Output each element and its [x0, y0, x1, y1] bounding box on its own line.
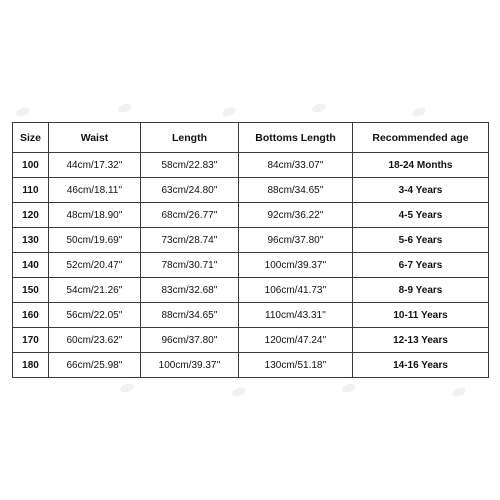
size-chart-table: [12, 122, 489, 378]
cell-recommended-age: 5-6 Years: [353, 228, 489, 253]
cell-length: 83cm/32.68'': [141, 278, 239, 303]
cell-bottoms-length: 100cm/39.37'': [239, 253, 353, 278]
cell-size: 130: [13, 228, 49, 253]
table-row: [13, 278, 489, 303]
cell-bottoms-length: 88cm/34.65'': [239, 178, 353, 203]
table-header-row: [13, 123, 489, 153]
cell-length: 63cm/24.80'': [141, 178, 239, 203]
cell-recommended-age: 8-9 Years: [353, 278, 489, 303]
cell-waist: 44cm/17.32'': [49, 153, 141, 178]
cell-bottoms-length: 130cm/51.18'': [239, 353, 353, 378]
cell-bottoms-length: 120cm/47.24'': [239, 328, 353, 353]
cell-length: 88cm/34.65'': [141, 303, 239, 328]
header-bottoms-length: Bottoms Length: [239, 123, 353, 153]
header-waist: Waist: [49, 123, 141, 153]
cell-recommended-age: 4-5 Years: [353, 203, 489, 228]
cell-bottoms-length: 96cm/37.80'': [239, 228, 353, 253]
table-row: [13, 328, 489, 353]
cell-recommended-age: 12-13 Years: [353, 328, 489, 353]
cell-recommended-age: 14-16 Years: [353, 353, 489, 378]
cell-size: 180: [13, 353, 49, 378]
cell-waist: 60cm/23.62'': [49, 328, 141, 353]
cell-waist: 50cm/19.69'': [49, 228, 141, 253]
cell-size: 170: [13, 328, 49, 353]
header-size: Size: [13, 123, 49, 153]
cell-recommended-age: 10-11 Years: [353, 303, 489, 328]
cell-waist: 52cm/20.47'': [49, 253, 141, 278]
cell-waist: 56cm/22.05'': [49, 303, 141, 328]
table-row: [13, 303, 489, 328]
header-length: Length: [141, 123, 239, 153]
cell-recommended-age: 3-4 Years: [353, 178, 489, 203]
cell-bottoms-length: 84cm/33.07'': [239, 153, 353, 178]
cell-size: 110: [13, 178, 49, 203]
cell-length: 78cm/30.71'': [141, 253, 239, 278]
cell-waist: 66cm/25.98'': [49, 353, 141, 378]
header-recommended-age: Recommended age: [353, 123, 489, 153]
table-row: [13, 153, 489, 178]
table-row: [13, 203, 489, 228]
cell-recommended-age: 18-24 Months: [353, 153, 489, 178]
cell-bottoms-length: 106cm/41.73'': [239, 278, 353, 303]
cell-length: 73cm/28.74'': [141, 228, 239, 253]
cell-length: 58cm/22.83'': [141, 153, 239, 178]
cell-length: 68cm/26.77'': [141, 203, 239, 228]
cell-size: 150: [13, 278, 49, 303]
cell-waist: 46cm/18.11'': [49, 178, 141, 203]
table-row: [13, 253, 489, 278]
cell-size: 160: [13, 303, 49, 328]
cell-size: 100: [13, 153, 49, 178]
table-row: [13, 353, 489, 378]
cell-waist: 54cm/21.26'': [49, 278, 141, 303]
cell-bottoms-length: 110cm/43.31'': [239, 303, 353, 328]
cell-length: 100cm/39.37'': [141, 353, 239, 378]
cell-size: 120: [13, 203, 49, 228]
cell-recommended-age: 6-7 Years: [353, 253, 489, 278]
cell-length: 96cm/37.80'': [141, 328, 239, 353]
table-row: [13, 228, 489, 253]
cell-size: 140: [13, 253, 49, 278]
table-row: [13, 178, 489, 203]
cell-bottoms-length: 92cm/36.22'': [239, 203, 353, 228]
cell-waist: 48cm/18.90'': [49, 203, 141, 228]
